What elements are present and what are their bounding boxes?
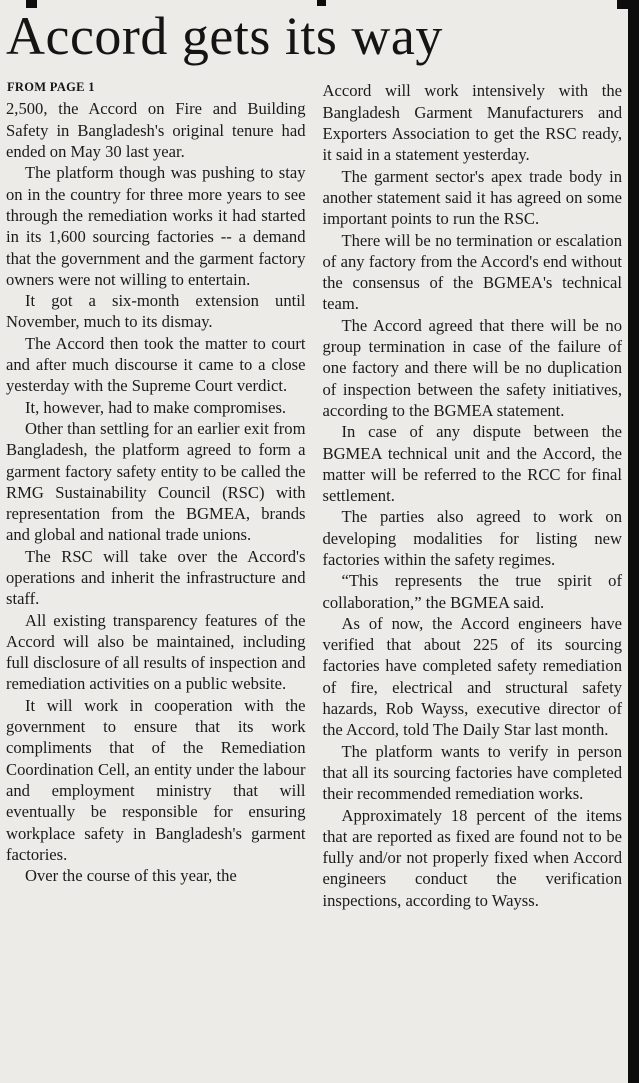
paragraph: It will work in cooperation with the government to ensure that its work compliments that of the Remediation Coordination Cell, an entity under the labour and employment ministry that will eventually be responsible for ensuring workplace safety in Bangladesh's garment factories. <box>6 695 306 864</box>
paragraph: The garment sector's apex trade body in another statement said it has agreed on some important points to run the RSC. <box>322 166 622 229</box>
paragraph: “This represents the true spirit of collaboration,” the BGMEA said. <box>322 571 622 612</box>
paragraph: All existing transparency features of the Accord will also be maintained, including full disclosure of all results of inspection and remediation activities on a public website. <box>6 610 306 694</box>
paragraph: The Accord agreed that there will be no group termination in case of the failure of one factory and there will be no duplication of inspection between the safety initiatives, according to the BGMEA statement. <box>322 315 622 420</box>
article-title: Accord gets its way <box>6 6 443 66</box>
scan-edge-right <box>628 0 639 1083</box>
paragraph: The Accord then took the matter to court and after much discourse it came to a close yesterday with the Supreme Court verdict. <box>6 333 306 396</box>
paragraph: The parties also agreed to work on developing modalities for listing new factories within the safety regimes. <box>322 507 622 569</box>
paragraph: The platform though was pushing to stay on in the country for three more years to see through the remediation works it had started in its 1,600 sourcing factories -- a demand that the government and the garment factory owners were not willing to entertain. <box>6 163 306 289</box>
article-columns <box>6 80 622 911</box>
paragraph: As of now, the Accord engineers have verified that about 225 of its sourcing factories have completed safety remediation of fire, electrical and structural safety hazards, Rob Wayss, executive director of the Accord, told The Daily Star last month. <box>322 613 622 740</box>
paragraph: The platform wants to verify in person that all its sourcing factories have completed their recommended remediation works. <box>322 741 622 804</box>
paragraph: It, however, had to make compromises. <box>25 397 287 417</box>
article-content <box>6 6 622 1083</box>
paragraph: Other than settling for an earlier exit from Bangladesh, the platform agreed to form a garment factory safety entity to be called the RMG Sustainability Council (RSC) with representation from the BGMEA, brands and global and national trade unions. <box>6 418 306 545</box>
paragraph: 2,500, the Accord on Fire and Building Safety in Bangladesh's original tenure had ended on May 30 last year. <box>6 99 306 162</box>
paragraph: Approximately 18 percent of the items that are reported as fixed are found not to be fully and/or not properly fixed when Accord engineers conduct the verification inspections, according to Wayss. <box>322 805 622 910</box>
paragraph: There will be no termination or escalation of any factory from the Accord's end without the consensus of the BGMEA's technical team. <box>322 230 622 314</box>
paragraph: The RSC will take over the Accord's operations and inherit the infrastructure and staff. <box>6 546 306 609</box>
paragraph: It got a six-month extension until November, much to its dismay. <box>6 291 306 332</box>
article-column-right <box>323 80 623 911</box>
article-column-left <box>6 80 306 886</box>
paragraph: Accord will work intensively with the Bangladesh Garment Manufacturers and Exporters Association to get the RSC ready, it said in a statement yesterday. <box>322 81 622 165</box>
paragraph: In case of any dispute between the BGMEA technical unit and the Accord, the matter will be referred to the RCC for final settlement. <box>322 422 622 506</box>
paragraph: Over the course of this year, the <box>25 866 237 886</box>
from-page-label: FROM PAGE 1 <box>7 80 95 95</box>
